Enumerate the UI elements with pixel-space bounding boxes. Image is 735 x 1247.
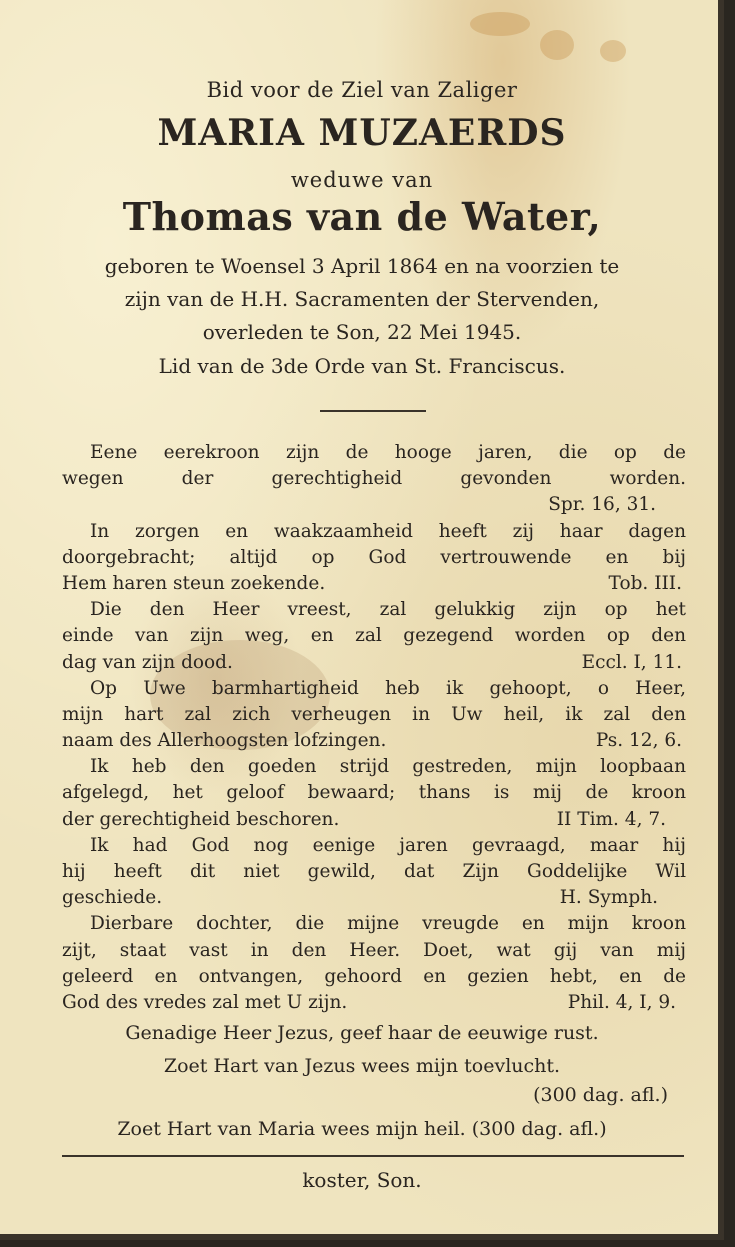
prayer-maria: Zoet Hart van Maria wees mijn heil. (300 dag. afl.) [117,1118,607,1140]
verse-last-line [62,728,686,754]
verse-last-line [62,885,686,911]
widow-of-text: weduwe van [290,168,434,192]
deceased-name: MARIA MUZAERDS [157,112,567,154]
prayer-rest: Genadige Heer Jezus, geef haar de eeuwige rust. [125,1022,599,1044]
died-line: overleden te Son, 22 Mei 1945. [202,320,522,344]
verse-line: Dierbare dochter, die mijne vreugde en mijn kroon [90,913,686,935]
verse-line: Ik heb den goeden strijd gestreden, mijn loopbaan [90,756,686,778]
verse-line: Eene eerekroon zijn de hooge jaren, die op de [90,442,686,463]
verse-last-line [62,807,686,833]
verse-text: der gerechtigheid beschoren. [62,808,340,830]
verse-text: God des vredes zal met U zijn. [62,991,348,1013]
verse-line: afgelegd, het geloof bewaard; thans is mij de kroon [62,782,686,804]
long-divider [62,1155,684,1157]
paper-stain [540,30,574,60]
verse-reference: II Tim. 4, 7. [556,808,666,830]
verse-line: mijn hart zal zich verheugen in Uw heil, ik zal den [62,703,686,725]
verse-last-line [62,571,686,597]
verse-line: Op Uwe barmhartigheid heb ik gehoopt, o Heer, [90,677,686,699]
verse-reference: Eccl. I, 11. [581,651,682,673]
order-line: Lid van de 3de Orde van St. Franciscus. [158,354,566,378]
verse-reference: Tob. III. [608,572,682,594]
verse-line: zijt, staat vast in den Heer. Doet, wat gij van mij [62,939,686,961]
verse-text: Hem haren steun zoekende. [62,572,326,594]
verse-line: einde van zijn weg, en zal gezegend worden op den [62,625,686,647]
verse-line: Ik had God nog eenige jaren gevraagd, maar hij [90,834,686,856]
paper-stain [470,12,530,36]
verses-block [62,440,686,1016]
short-divider [320,410,426,412]
verse-line: hij heeft dit niet gewild, dat Zijn Goddelijke Wil [62,861,686,882]
verse-reference: Spr. 16, 31. [548,494,656,516]
indulgence-jesus: (300 dag. afl.) [533,1084,668,1106]
verse-text: dag van zijn dood. [62,651,233,673]
verse-text: geschiede. [62,887,163,909]
verse-line: geleerd en ontvangen, gehoord en gezien hebt, en de [62,965,686,987]
verse-last-line [62,650,686,676]
verse-reference: H. Symph. [559,887,658,909]
husband-name: Thomas van de Water, [122,194,602,239]
paper-stain [600,40,626,62]
born-line: geboren te Woensel 3 April 1864 en na voorzien te [104,254,620,278]
verse-reference: Ps. 12, 6. [595,730,682,752]
intro-text: Bid voor de Ziel van Zaliger [206,78,518,102]
verse-line: doorgebracht; altijd op God vertrouwende en bij [62,546,686,568]
verse-text: naam des Allerhoogsten lofzingen. [62,730,387,752]
verse-reference: Phil. 4, I, 9. [567,991,676,1013]
printer-credit: koster, Son. [302,1168,422,1192]
sacraments-line: zijn van de H.H. Sacramenten der Stervenden, [124,287,600,311]
verse-line: Die den Heer vreest, zal gelukkig zijn op het [90,599,686,621]
verse-line: wegen der gerechtigheid gevonden worden. [62,468,686,490]
prayer-jesus: Zoet Hart van Jezus wees mijn toevlucht. [163,1055,561,1077]
verse-last-line [62,990,686,1016]
verse-line: In zorgen en waakzaamheid heeft zij haar dagen [90,520,686,542]
